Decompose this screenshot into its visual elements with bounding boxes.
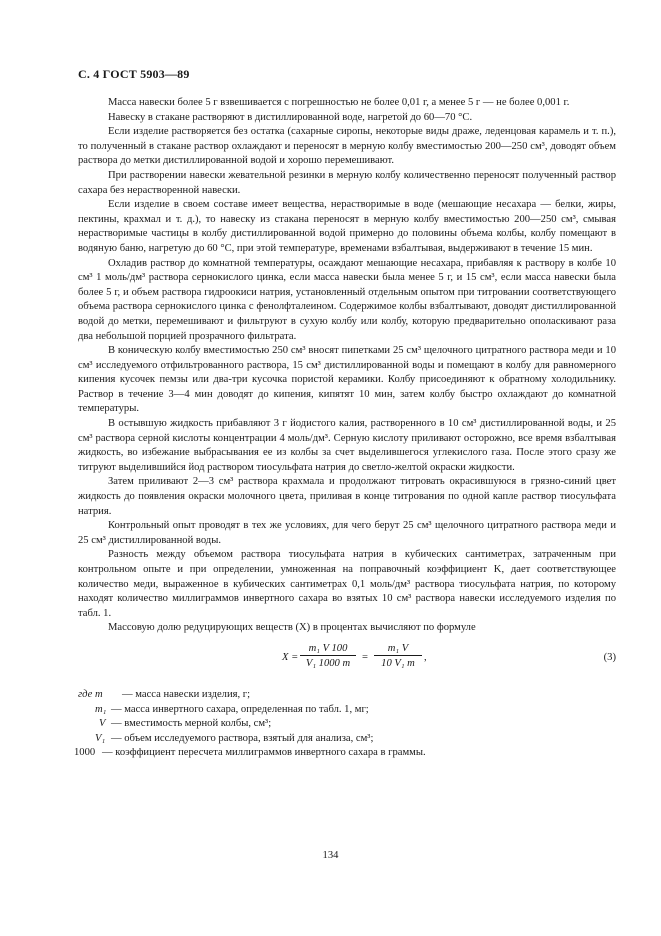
legend-symbol: 1000 — [74, 747, 96, 759]
legend-text: — вместимость мерной колбы, см³; — [111, 718, 272, 730]
legend-row — [78, 717, 616, 732]
document-body — [74, 96, 616, 761]
formula-denominator: V₁ 1000 m — [305, 657, 351, 669]
paragraph: Навеску в стакане растворяют в дистиллированной воде, нагретой до 60—70 °С. — [108, 111, 473, 123]
legend-text: — коэффициент пересчета миллиграммов инвертного сахара в граммы. — [102, 747, 426, 759]
legend-symbol: V — [99, 718, 106, 730]
legend-row — [78, 703, 616, 718]
legend-text: — масса инвертного сахара, определенная по табл. 1, мг; — [111, 703, 369, 715]
legend-text: — объем исследуемого раствора, взятый для анализа, см³; — [111, 732, 374, 744]
paragraph: Разность между объемом раствора тиосульфата натрия в кубических сантиметрах, затраченным при контрольном опыте и при определении, умноженная на поправочный коэффициент K, дает соответствующее количество меди, выраженное в кубических сантиметрах 0,1 моль/дм³ раствора тиосульфата натрия, по которому находят количество миллиграммов инвертного сахара во взятых 10 см³ раствора навески исследуемого изделия по табл. 1. — [78, 549, 616, 619]
legend-row — [74, 746, 616, 761]
formula-fraction-1 — [300, 642, 356, 670]
formula-fraction-2 — [374, 642, 422, 670]
formula-legend — [74, 688, 616, 761]
formula-lhs: X = — [282, 651, 299, 663]
legend-symbol: где m — [78, 688, 103, 700]
paragraph: В коническую колбу вместимостью 250 см³ вносят пипетками 25 см³ щелочного цитратного раствора меди и 10 см³ исследуемого отфильтрованного раствора, 15 см³ дистиллированной воды и помещают в колбу для равномерного кипения кусочек пемзы или два-три кусочка пористой керамики. Колбу присоединяют к обратному холодильнику. Раствор в течение 3—4 мин доводят до кипения, кипятят 10 мин, затем колбу быстро охлаждают до комнатной температуры. — [78, 345, 616, 415]
formula-equals: = — [362, 651, 368, 663]
legend-row — [78, 732, 616, 747]
formula-comma: , — [424, 651, 427, 663]
paragraph: Массовую долю редуцирующих веществ (X) в процентах вычисляют по формуле — [108, 622, 476, 634]
formula-number: (3) — [603, 651, 616, 663]
paragraph: Затем приливают 2—3 см³ раствора крахмала и продолжают титровать окрасившуюся в грязно-синий цвет жидкость до появления окраски молочного цвета, приливая в конце титрования по одной капле раствор тиосульфата натрия. — [78, 476, 616, 517]
legend-row — [78, 688, 616, 703]
paragraph: Охладив раствор до комнатной температуры, осаждают мешающие несахара, прибавляя к раствору в колбе 10 см³ 1 моль/дм³ раствора сернокислого цинка, если масса навески была менее 5 г, и 15 см³, если масса навески была более 5 г, и объем раствора гидроокиси натрия, установленный отдельным опытом при титровании соответствующего объема раствора сернокислого цинка с фенолфталеином. Содержимое колбы взбалтывают, доводят дистиллированной водой до метки, перемешивают и фильтруют в сухую колбу или колбу, которую предварительно ополаскивают раза два небольшой порцией прозрачного фильтрата. — [78, 257, 616, 342]
formula-numerator: m₁ V 100 — [300, 642, 356, 656]
paragraph: Если изделие в своем составе имеет вещества, нерастворимые в воде (мешающие несахара — белки, жиры, пектины, крахмал и т. д.), то навеску из стакана переносят в мерную колбу вместимостью 200—250 см³, смывая нерастворимые частицы в колбу дистиллированной водой примерно до половины объема колбы, колбу помещают в водяную баню, нагретую до 60 °С, при этой температуре, временами взбалтывая, выдерживают в течение 15 мин. — [78, 199, 616, 254]
paragraph: При растворении навески жевательной резинки в мерную колбу количественно переносят полученный раствор сахара без нерастворенной навески. — [78, 169, 616, 196]
paragraph: Контрольный опыт проводят в тех же условиях, для чего берут 25 см³ щелочного цитратного раствора меди и 25 см³ дистиллированной воды. — [78, 520, 616, 546]
paragraph: Масса навески более 5 г взвешивается с погрешностью не более 0,01 г, а менее 5 г — не более 0,001 г. — [108, 97, 570, 108]
paragraph: В остывшую жидкость прибавляют 3 г йодистого калия, растворенного в 10 см³ дистиллированной воды, и 25 см³ раствора серной кислоты концентрации 4 моль/дм³. Серную кислоту приливают осторожно, все время взбалтывая жидкость, во избежание выбрасывания ее из колбы за счет выделившегося углекислого газа. После этого сразу же титруют выделившийся йод раствором тиосульфата натрия до светло-желтой окраски жидкости. — [78, 418, 616, 473]
legend-text: — масса навески изделия, г; — [122, 688, 251, 700]
page-number: 134 — [322, 850, 339, 861]
legend-symbol: m₁ — [95, 703, 107, 715]
formula-denominator: 10 V₁ m — [381, 657, 415, 669]
legend-symbol: V₁ — [95, 732, 106, 744]
page-header: С. 4 ГОСТ 5903—89 — [78, 67, 190, 81]
formula-numerator: m₁ V — [374, 642, 422, 656]
formula — [78, 642, 616, 684]
paragraph: Если изделие растворяется без остатка (сахарные сиропы, некоторые виды драже, леденцовая карамель и т. п.), то полученный в стакане раствор охлаждают и переносят в мерную колбу вместимостью 200—250 см³, доводят объем раствора до метки дистиллированной водой и хорошо перемешивают. — [78, 126, 616, 167]
